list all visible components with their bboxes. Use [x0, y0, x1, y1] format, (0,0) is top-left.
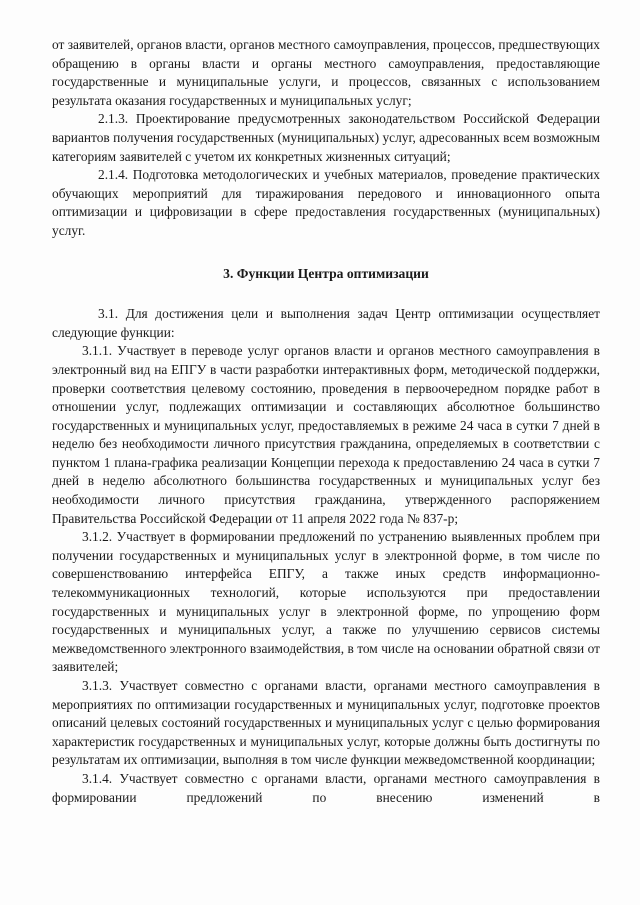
paragraph-2-1-3: 2.1.3. Проектирование предусмотренных законодательством Российской Федерации вариантов получения государственных (муниципальных) услуг, адресованных всем возможным категориям заявителей с учетом их конкретных жизненных ситуаций;	[52, 111, 600, 164]
section-3-body	[52, 305, 600, 807]
paragraph-2-1-4: 2.1.4. Подготовка методологических и учебных материалов, проведение практических обучающих мероприятий для тиражирования передового и инновационного опыта оптимизации и цифровизации в сфере предоставления государственных (муниципальных) услуг.	[52, 167, 600, 238]
paragraph-continuation: от заявителей, органов власти, органов местного самоуправления, процессов, предшествующих обращению в органы власти и органы местного самоуправления, предоставляющие государственные и муниципальные услуги, и процессов, связанных с использованием результата оказания государственных и муниципальных услуг;	[52, 37, 600, 108]
paragraph-3-1-2: 3.1.2. Участвует в формировании предложений по устранению выявленных проблем при получении государственных и муниципальных услуг в электронной форме, в том числе по совершенствованию интерфейса ЕПГУ, а также иных средств информационно-телекоммуникационных технологий, которые используются при предоставлении государственных и муниципальных услуг в электронной форме, по упрощению форм государственных и муниципальных услуг, а также по улучшению сервисов системы межведомственного электронного взаимодействия, в том числе на основании обратной связи от заявителей;	[52, 529, 600, 675]
paragraph-3-1-3: 3.1.3. Участвует совместно с органами власти, органами местного самоуправления в мероприятиях по оптимизации государственных и муниципальных услуг, подготовке проектов описаний целевых состояний государственных и муниципальных услуг с целью формирования характеристик государственных и муниципальных услуг, которые должны быть достигнуты по результатам их оптимизации, выполняя в том числе функции межведомственной координации;	[52, 678, 600, 768]
section-2-tail	[52, 36, 600, 241]
paragraph-3-1-1: 3.1.1. Участвует в переводе услуг органов власти и органов местного самоуправления в электронный вид на ЕПГУ в части разработки интерактивных форм, методической поддержки, проверки соответствия целевому состоянию, проведения в первоочередном порядке работ в отношении услуг, подлежащих оптимизации и составляющих абсолютное большинство государственных и муниципальных услуг, предоставляемых в режиме 24 часа в сутки 7 дней в неделю без необходимости личного присутствия гражданина, определяемых в соответствии с пунктом 1 плана-графика реализации Концепции перехода к предоставлению 24 часа в сутки 7 дней в неделю абсолютного большинства государственных и муниципальных услуг без необходимости личного присутствия гражданина, утвержденного распоряжением Правительства Российской Федерации от 11 апреля 2022 года № 837-р;	[52, 343, 600, 526]
paragraph-3-1-4: 3.1.4. Участвует совместно с органами власти, органами местного самоуправления в формировании предложений по внесению изменений в	[52, 770, 600, 805]
paragraph-3-1: 3.1. Для достижения цели и выполнения задач Центр оптимизации осуществляет следующие функции:	[52, 306, 600, 340]
section-heading: 3. Функции Центра оптимизации	[223, 265, 429, 281]
